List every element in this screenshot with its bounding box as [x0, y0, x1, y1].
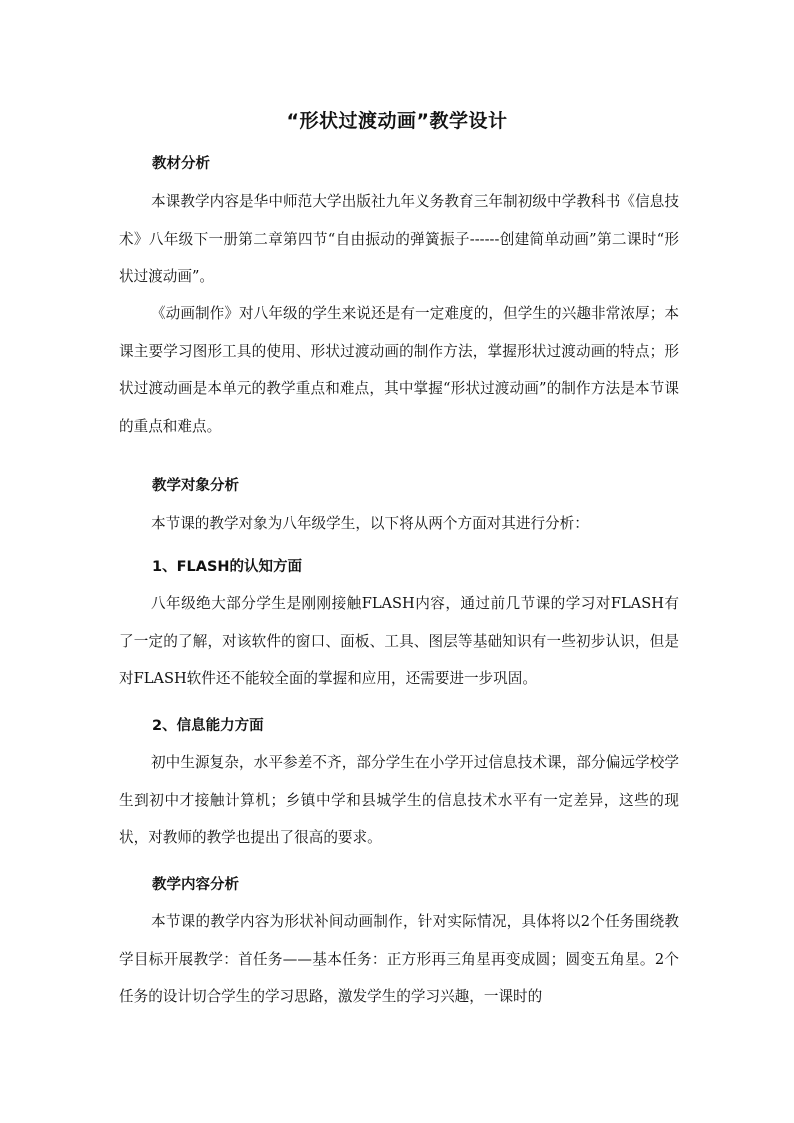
section-heading-textbook-analysis: 教材分析 [152, 156, 210, 172]
paragraph-animation-difficulty: 《动画制作》对八年级的学生来说还是有一定难度的，但学生的兴趣非常浓厚；本课主要学习图形工具的使用、形状过渡动画的制作方法，掌握形状过渡动画的特点；形状过渡动画是本单元的教学重点和难点，其中掌握“形状过渡动画”的制作方法是本节课的重点和难点。 [119, 305, 679, 435]
paragraph-information-ability: 初中生源复杂，水平参差不齐，部分学生在小学开过信息技术课，部分偏远学校学生到初中才接触计算机；乡镇中学和县城学生的信息技术水平有一定差异，这些的现状，对教师的教学也提出了很高的要求。 [119, 754, 679, 846]
section-heading-student-analysis: 教学对象分析 [152, 478, 239, 494]
paragraph-student-intro: 本节课的教学对象为八年级学生，以下将从两个方面对其进行分析： [151, 515, 589, 532]
subheading-information-ability: 2、信息能力方面 [152, 718, 264, 734]
subheading-flash-cognition: 1、FLASH的认知方面 [152, 559, 303, 575]
paragraph-flash-cognition: 八年级绝大部分学生是刚刚接触FLASH内容，通过前几节课的学习对FLASH有了一定的了解，对该软件的窗口、面板、工具、图层等基础知识有一些初步认识，但是对FLASH软件还不能较全面的掌握和应用，还需要进一步巩固。 [119, 595, 679, 687]
document-title: “形状过渡动画”教学设计 [286, 110, 508, 132]
paragraph-content-analysis: 本节课的教学内容为形状补间动画制作，针对实际情况，具体将以2个任务围绕教学目标开展教学：首任务——基本任务：正方形再三角星再变成圆；圆变五角星。2个任务的设计切合学生的学习思路，激发学生的学习兴趣，一课时的 [119, 913, 679, 1005]
paragraph-textbook-content: 本课教学内容是华中师范大学出版社九年义务教育三年制初级中学教科书《信息技术》八年级下一册第二章第四节“自由振动的弹簧振子------创建简单动画”第二课时“形状过渡动画”。 [119, 193, 679, 285]
section-heading-content-analysis: 教学内容分析 [152, 877, 239, 893]
